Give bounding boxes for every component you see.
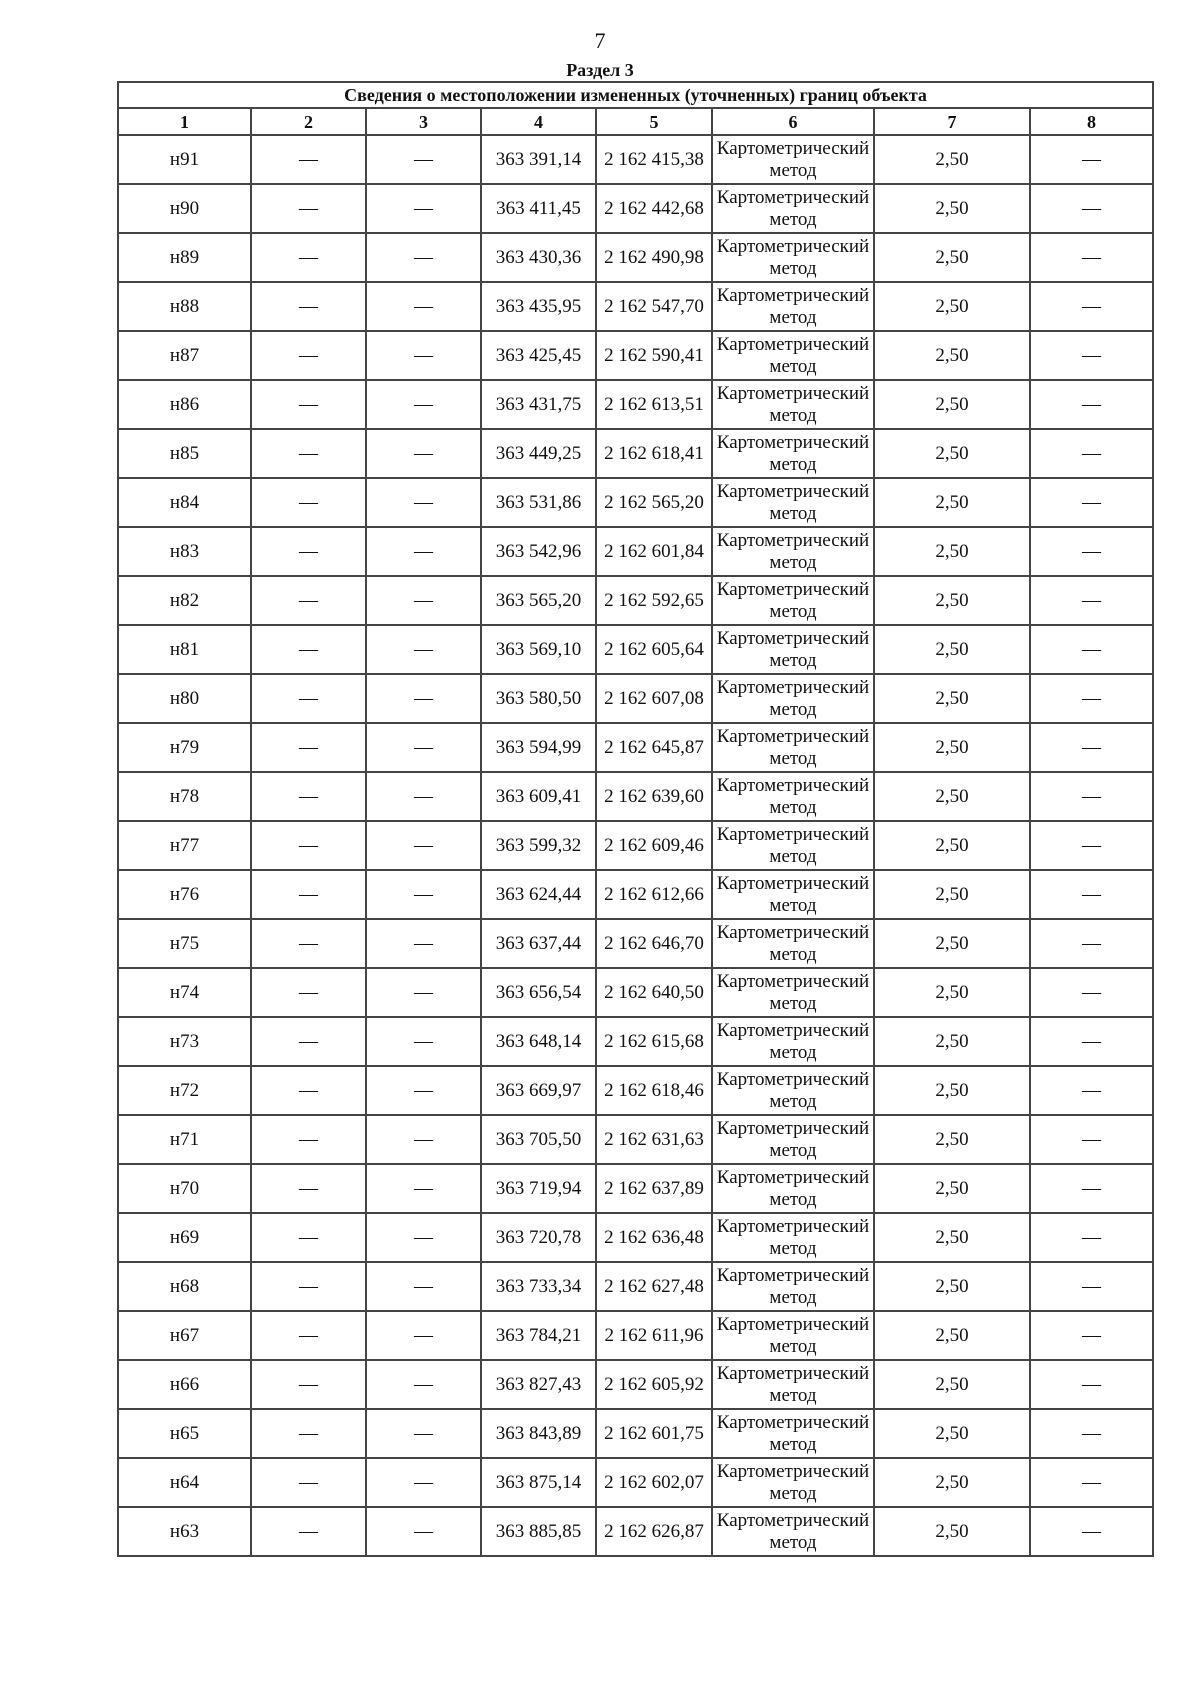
y-coordinate-cell: 2 162 490,98 [596,233,712,282]
method-cell: Картометрический метод [712,331,874,380]
point-label-cell: н88 [118,282,251,331]
col2-cell: — [251,282,366,331]
col3-cell: — [366,1213,481,1262]
table-row [118,1507,1153,1556]
col2-cell: — [251,723,366,772]
table-row [118,821,1153,870]
table-row [118,968,1153,1017]
table-row [118,135,1153,184]
point-label-cell: н86 [118,380,251,429]
col8-cell: — [1030,282,1153,331]
accuracy-cell: 2,50 [874,1507,1030,1556]
y-coordinate-cell: 2 162 640,50 [596,968,712,1017]
accuracy-cell: 2,50 [874,772,1030,821]
y-coordinate-cell: 2 162 626,87 [596,1507,712,1556]
method-cell: Картометрический метод [712,1458,874,1507]
y-coordinate-cell: 2 162 415,38 [596,135,712,184]
col8-cell: — [1030,723,1153,772]
col8-cell: — [1030,1213,1153,1262]
col2-cell: — [251,1017,366,1066]
col3-cell: — [366,870,481,919]
accuracy-cell: 2,50 [874,380,1030,429]
col8-cell: — [1030,1458,1153,1507]
x-coordinate-cell: 363 885,85 [481,1507,596,1556]
x-coordinate-cell: 363 599,32 [481,821,596,870]
x-coordinate-cell: 363 648,14 [481,1017,596,1066]
point-label-cell: н72 [118,1066,251,1115]
col8-cell: — [1030,674,1153,723]
accuracy-cell: 2,50 [874,1164,1030,1213]
col2-cell: — [251,1262,366,1311]
col8-cell: — [1030,1507,1153,1556]
x-coordinate-cell: 363 411,45 [481,184,596,233]
y-coordinate-cell: 2 162 602,07 [596,1458,712,1507]
x-coordinate-cell: 363 431,75 [481,380,596,429]
y-coordinate-cell: 2 162 637,89 [596,1164,712,1213]
point-label-cell: н75 [118,919,251,968]
table-row [118,919,1153,968]
col3-cell: — [366,625,481,674]
method-cell: Картометрический метод [712,1164,874,1213]
method-cell: Картометрический метод [712,1409,874,1458]
method-cell: Картометрический метод [712,1115,874,1164]
accuracy-cell: 2,50 [874,527,1030,576]
col3-cell: — [366,429,481,478]
method-cell: Картометрический метод [712,968,874,1017]
point-label-cell: н71 [118,1115,251,1164]
col8-cell: — [1030,1164,1153,1213]
col3-cell: — [366,1458,481,1507]
col2-cell: — [251,919,366,968]
y-coordinate-cell: 2 162 613,51 [596,380,712,429]
col3-cell: — [366,1066,481,1115]
x-coordinate-cell: 363 719,94 [481,1164,596,1213]
accuracy-cell: 2,50 [874,429,1030,478]
method-cell: Картометрический метод [712,1213,874,1262]
table-row [118,723,1153,772]
table-row [118,1262,1153,1311]
x-coordinate-cell: 363 656,54 [481,968,596,1017]
point-label-cell: н66 [118,1360,251,1409]
method-cell: Картометрический метод [712,772,874,821]
point-label-cell: н85 [118,429,251,478]
table-row [118,674,1153,723]
accuracy-cell: 2,50 [874,1458,1030,1507]
col3-cell: — [366,527,481,576]
table-row [118,282,1153,331]
column-header-6: 6 [712,108,874,135]
col2-cell: — [251,870,366,919]
col2-cell: — [251,1164,366,1213]
y-coordinate-cell: 2 162 607,08 [596,674,712,723]
col8-cell: — [1030,1066,1153,1115]
method-cell: Картометрический метод [712,1262,874,1311]
accuracy-cell: 2,50 [874,1409,1030,1458]
x-coordinate-cell: 363 435,95 [481,282,596,331]
col3-cell: — [366,723,481,772]
y-coordinate-cell: 2 162 636,48 [596,1213,712,1262]
table-row [118,1066,1153,1115]
method-cell: Картометрический метод [712,1507,874,1556]
col2-cell: — [251,331,366,380]
table-row [118,1115,1153,1164]
table-row [118,380,1153,429]
x-coordinate-cell: 363 669,97 [481,1066,596,1115]
col8-cell: — [1030,1311,1153,1360]
col2-cell: — [251,135,366,184]
accuracy-cell: 2,50 [874,233,1030,282]
col3-cell: — [366,1360,481,1409]
y-coordinate-cell: 2 162 615,68 [596,1017,712,1066]
col3-cell: — [366,1164,481,1213]
point-label-cell: н81 [118,625,251,674]
col2-cell: — [251,527,366,576]
col3-cell: — [366,331,481,380]
point-label-cell: н84 [118,478,251,527]
point-label-cell: н77 [118,821,251,870]
point-label-cell: н91 [118,135,251,184]
y-coordinate-cell: 2 162 605,92 [596,1360,712,1409]
x-coordinate-cell: 363 391,14 [481,135,596,184]
x-coordinate-cell: 363 827,43 [481,1360,596,1409]
table-row [118,1311,1153,1360]
x-coordinate-cell: 363 542,96 [481,527,596,576]
x-coordinate-cell: 363 569,10 [481,625,596,674]
column-header-4: 4 [481,108,596,135]
accuracy-cell: 2,50 [874,1262,1030,1311]
accuracy-cell: 2,50 [874,1115,1030,1164]
accuracy-cell: 2,50 [874,625,1030,674]
y-coordinate-cell: 2 162 442,68 [596,184,712,233]
y-coordinate-cell: 2 162 590,41 [596,331,712,380]
column-header-row [118,108,1153,135]
method-cell: Картометрический метод [712,1066,874,1115]
point-label-cell: н63 [118,1507,251,1556]
col8-cell: — [1030,184,1153,233]
method-cell: Картометрический метод [712,1360,874,1409]
method-cell: Картометрический метод [712,478,874,527]
table-row [118,870,1153,919]
method-cell: Картометрический метод [712,282,874,331]
col3-cell: — [366,233,481,282]
table-row [118,331,1153,380]
col2-cell: — [251,772,366,821]
y-coordinate-cell: 2 162 601,75 [596,1409,712,1458]
x-coordinate-cell: 363 720,78 [481,1213,596,1262]
col8-cell: — [1030,527,1153,576]
accuracy-cell: 2,50 [874,478,1030,527]
column-header-3: 3 [366,108,481,135]
col3-cell: — [366,674,481,723]
col3-cell: — [366,478,481,527]
method-cell: Картометрический метод [712,723,874,772]
section-title: Раздел 3 [566,60,634,80]
point-label-cell: н80 [118,674,251,723]
col8-cell: — [1030,821,1153,870]
x-coordinate-cell: 363 624,44 [481,870,596,919]
point-label-cell: н74 [118,968,251,1017]
col3-cell: — [366,1507,481,1556]
col8-cell: — [1030,870,1153,919]
table-row [118,429,1153,478]
x-coordinate-cell: 363 705,50 [481,1115,596,1164]
col8-cell: — [1030,380,1153,429]
column-header-7: 7 [874,108,1030,135]
point-label-cell: н89 [118,233,251,282]
col8-cell: — [1030,429,1153,478]
col8-cell: — [1030,135,1153,184]
col8-cell: — [1030,1409,1153,1458]
col3-cell: — [366,135,481,184]
y-coordinate-cell: 2 162 565,20 [596,478,712,527]
col3-cell: — [366,968,481,1017]
y-coordinate-cell: 2 162 646,70 [596,919,712,968]
x-coordinate-cell: 363 843,89 [481,1409,596,1458]
accuracy-cell: 2,50 [874,870,1030,919]
y-coordinate-cell: 2 162 601,84 [596,527,712,576]
method-cell: Картометрический метод [712,919,874,968]
page-number: 7 [594,28,606,53]
x-coordinate-cell: 363 733,34 [481,1262,596,1311]
x-coordinate-cell: 363 531,86 [481,478,596,527]
table-row [118,576,1153,625]
col3-cell: — [366,1115,481,1164]
x-coordinate-cell: 363 594,99 [481,723,596,772]
x-coordinate-cell: 363 580,50 [481,674,596,723]
y-coordinate-cell: 2 162 631,63 [596,1115,712,1164]
col2-cell: — [251,184,366,233]
accuracy-cell: 2,50 [874,184,1030,233]
table-row [118,1017,1153,1066]
col2-cell: — [251,1213,366,1262]
accuracy-cell: 2,50 [874,1017,1030,1066]
col8-cell: — [1030,576,1153,625]
y-coordinate-cell: 2 162 639,60 [596,772,712,821]
y-coordinate-cell: 2 162 618,46 [596,1066,712,1115]
table-row [118,184,1153,233]
method-cell: Картометрический метод [712,870,874,919]
col8-cell: — [1030,1017,1153,1066]
method-cell: Картометрический метод [712,1311,874,1360]
col2-cell: — [251,1458,366,1507]
col2-cell: — [251,674,366,723]
x-coordinate-cell: 363 565,20 [481,576,596,625]
x-coordinate-cell: 363 784,21 [481,1311,596,1360]
col2-cell: — [251,1066,366,1115]
col2-cell: — [251,429,366,478]
accuracy-cell: 2,50 [874,723,1030,772]
table-row [118,1409,1153,1458]
point-label-cell: н73 [118,1017,251,1066]
column-header-5: 5 [596,108,712,135]
col2-cell: — [251,380,366,429]
table-row [118,1164,1153,1213]
col8-cell: — [1030,1115,1153,1164]
accuracy-cell: 2,50 [874,821,1030,870]
accuracy-cell: 2,50 [874,674,1030,723]
accuracy-cell: 2,50 [874,1311,1030,1360]
col3-cell: — [366,576,481,625]
col8-cell: — [1030,331,1153,380]
col3-cell: — [366,821,481,870]
col8-cell: — [1030,1262,1153,1311]
accuracy-cell: 2,50 [874,282,1030,331]
table-row [118,772,1153,821]
col2-cell: — [251,1360,366,1409]
col3-cell: — [366,184,481,233]
accuracy-cell: 2,50 [874,331,1030,380]
method-cell: Картометрический метод [712,674,874,723]
col8-cell: — [1030,919,1153,968]
column-header-1: 1 [118,108,251,135]
col2-cell: — [251,576,366,625]
method-cell: Картометрический метод [712,184,874,233]
table-row [118,1360,1153,1409]
accuracy-cell: 2,50 [874,135,1030,184]
col3-cell: — [366,1017,481,1066]
table-row [118,1213,1153,1262]
column-header-8: 8 [1030,108,1153,135]
accuracy-cell: 2,50 [874,1360,1030,1409]
x-coordinate-cell: 363 449,25 [481,429,596,478]
col8-cell: — [1030,478,1153,527]
method-cell: Картометрический метод [712,625,874,674]
table-caption: Сведения о местоположении измененных (уточненных) границ объекта [118,82,1153,108]
point-label-cell: н82 [118,576,251,625]
col3-cell: — [366,380,481,429]
point-label-cell: н87 [118,331,251,380]
y-coordinate-cell: 2 162 627,48 [596,1262,712,1311]
y-coordinate-cell: 2 162 612,66 [596,870,712,919]
table-row [118,625,1153,674]
table-caption-row [118,82,1153,108]
x-coordinate-cell: 363 609,41 [481,772,596,821]
col8-cell: — [1030,772,1153,821]
column-header-2: 2 [251,108,366,135]
x-coordinate-cell: 363 637,44 [481,919,596,968]
y-coordinate-cell: 2 162 645,87 [596,723,712,772]
method-cell: Картометрический метод [712,233,874,282]
col2-cell: — [251,1115,366,1164]
method-cell: Картометрический метод [712,1017,874,1066]
col3-cell: — [366,1262,481,1311]
y-coordinate-cell: 2 162 611,96 [596,1311,712,1360]
y-coordinate-cell: 2 162 609,46 [596,821,712,870]
y-coordinate-cell: 2 162 547,70 [596,282,712,331]
col8-cell: — [1030,1360,1153,1409]
col8-cell: — [1030,625,1153,674]
boundary-coordinates-table [117,81,1154,1557]
point-label-cell: н78 [118,772,251,821]
x-coordinate-cell: 363 425,45 [481,331,596,380]
col2-cell: — [251,1409,366,1458]
col3-cell: — [366,772,481,821]
col8-cell: — [1030,233,1153,282]
point-label-cell: н79 [118,723,251,772]
point-label-cell: н90 [118,184,251,233]
accuracy-cell: 2,50 [874,919,1030,968]
y-coordinate-cell: 2 162 618,41 [596,429,712,478]
col2-cell: — [251,1311,366,1360]
method-cell: Картометрический метод [712,135,874,184]
col2-cell: — [251,1507,366,1556]
table-row [118,233,1153,282]
point-label-cell: н70 [118,1164,251,1213]
point-label-cell: н65 [118,1409,251,1458]
table-row [118,1458,1153,1507]
method-cell: Картометрический метод [712,429,874,478]
col2-cell: — [251,625,366,674]
table-body [118,135,1153,1556]
col2-cell: — [251,821,366,870]
y-coordinate-cell: 2 162 605,64 [596,625,712,674]
accuracy-cell: 2,50 [874,1213,1030,1262]
point-label-cell: н83 [118,527,251,576]
col3-cell: — [366,1311,481,1360]
table-row [118,527,1153,576]
method-cell: Картометрический метод [712,576,874,625]
point-label-cell: н68 [118,1262,251,1311]
method-cell: Картометрический метод [712,821,874,870]
col8-cell: — [1030,968,1153,1017]
x-coordinate-cell: 363 875,14 [481,1458,596,1507]
point-label-cell: н67 [118,1311,251,1360]
x-coordinate-cell: 363 430,36 [481,233,596,282]
table-row [118,478,1153,527]
col2-cell: — [251,233,366,282]
accuracy-cell: 2,50 [874,968,1030,1017]
method-cell: Картометрический метод [712,527,874,576]
col2-cell: — [251,478,366,527]
col3-cell: — [366,919,481,968]
col3-cell: — [366,282,481,331]
y-coordinate-cell: 2 162 592,65 [596,576,712,625]
accuracy-cell: 2,50 [874,1066,1030,1115]
col2-cell: — [251,968,366,1017]
accuracy-cell: 2,50 [874,576,1030,625]
point-label-cell: н64 [118,1458,251,1507]
method-cell: Картометрический метод [712,380,874,429]
col3-cell: — [366,1409,481,1458]
point-label-cell: н69 [118,1213,251,1262]
point-label-cell: н76 [118,870,251,919]
